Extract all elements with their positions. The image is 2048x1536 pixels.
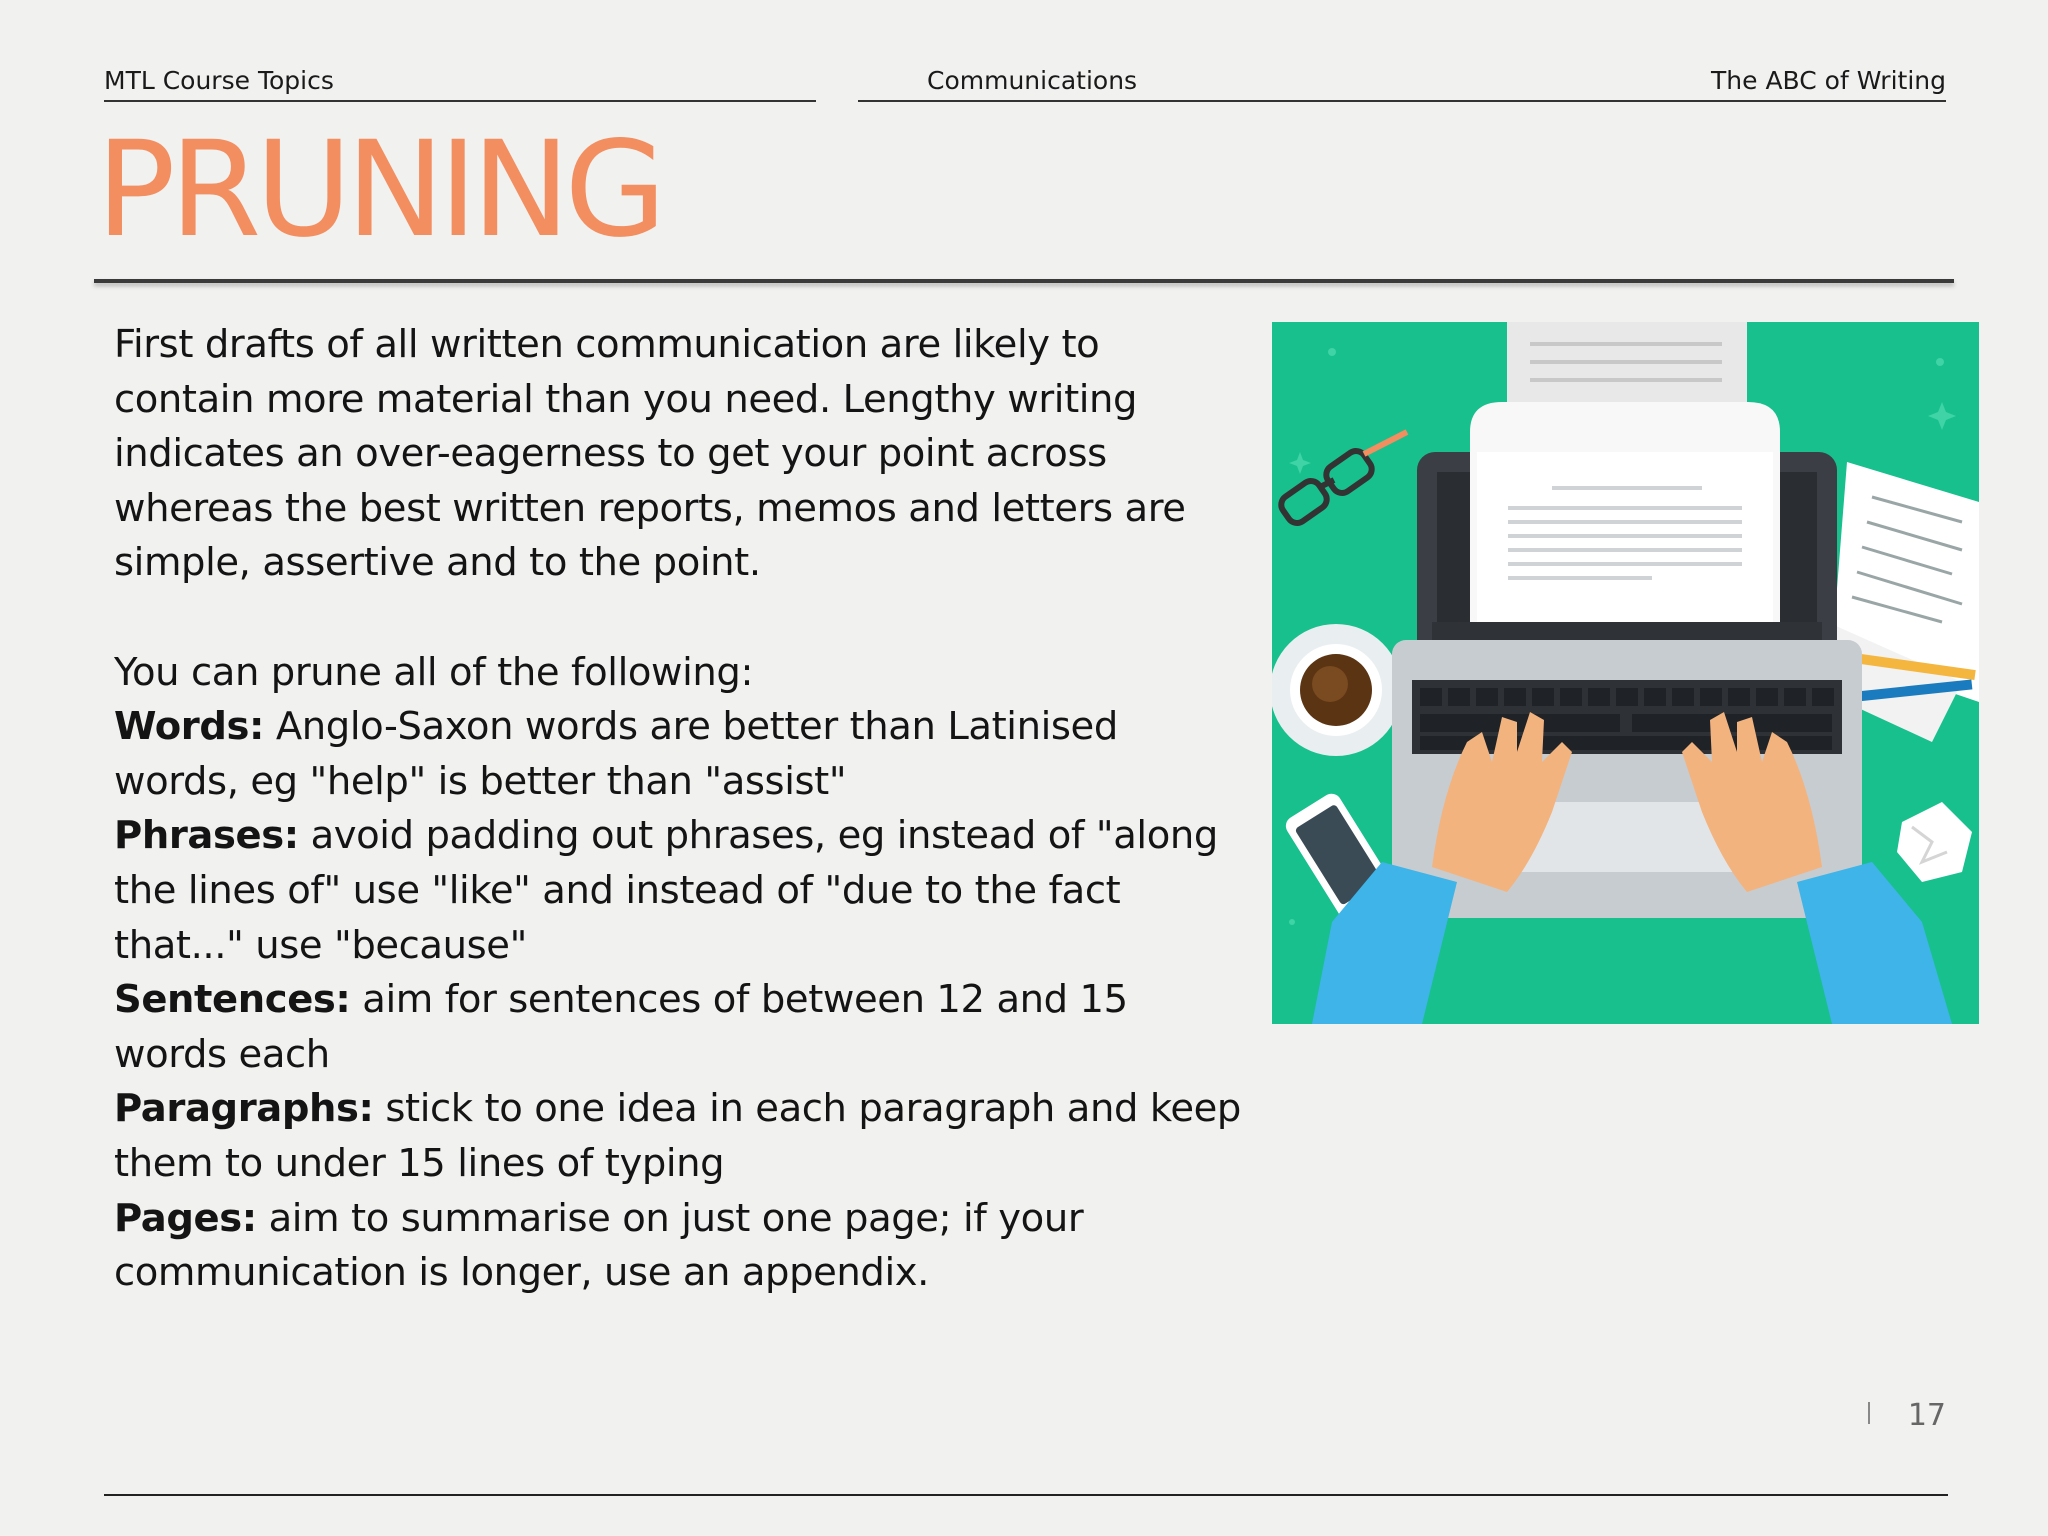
document-page-icon [1470, 322, 1780, 622]
header-rule-right [858, 100, 1946, 102]
glasses-icon [1277, 432, 1407, 527]
page-number: 17 [1907, 1398, 1946, 1433]
header-topic: The ABC of Writing [1711, 66, 1946, 95]
list-item-sentences [114, 973, 1244, 1082]
page-number-divider [1868, 1402, 1870, 1424]
laptop-writing-illustration [1272, 322, 1979, 1024]
text-words: Anglo-Saxon words are better than Latinised words, eg "help" is better than "assist" [114, 704, 1118, 804]
illustration-svg [1272, 322, 1979, 1024]
header-course-topics: MTL Course Topics [104, 66, 334, 95]
text-paragraphs: stick to one idea in each paragraph and keep them to under 15 lines of typing [114, 1086, 1241, 1186]
list-item-phrases [114, 809, 1244, 973]
text-sentences: aim for sentences of between 12 and 15 words each [114, 977, 1128, 1077]
crumpled-paper-icon [1897, 802, 1972, 882]
text-pages: aim to summarise on just one page; if your communication is longer, use an appendix. [114, 1195, 1084, 1296]
list-item-pages [114, 1192, 1244, 1301]
footer-rule [104, 1494, 1948, 1496]
coffee-cup-icon [1272, 624, 1402, 756]
page-title: PRUNING [96, 113, 661, 267]
title-rule [94, 279, 1954, 283]
term-sentences: Sentences: [114, 977, 351, 1023]
body-text [114, 318, 1244, 1301]
list-item-words [114, 700, 1244, 809]
header-section: Communications [927, 66, 1138, 95]
term-words: Words: [114, 704, 265, 750]
text-phrases: avoid padding out phrases, eg instead of "along the lines of" use "like" and instead of "due to the fact that..." use "because" [114, 813, 1218, 968]
header-rule-left [104, 100, 816, 102]
list-item-paragraphs [114, 1082, 1244, 1191]
lead-line: You can prune all of the following: [114, 649, 754, 695]
term-phrases: Phrases: [114, 813, 299, 859]
term-paragraphs: Paragraphs: [114, 1086, 374, 1132]
intro-paragraph: First drafts of all written communication are likely to contain more material than you need. Lengthy writing indicates an over-eagerness to get your point across whereas the best written reports, memos and letters are simple, assertive and to the point. [114, 322, 1186, 586]
term-pages: Pages: [114, 1195, 257, 1241]
